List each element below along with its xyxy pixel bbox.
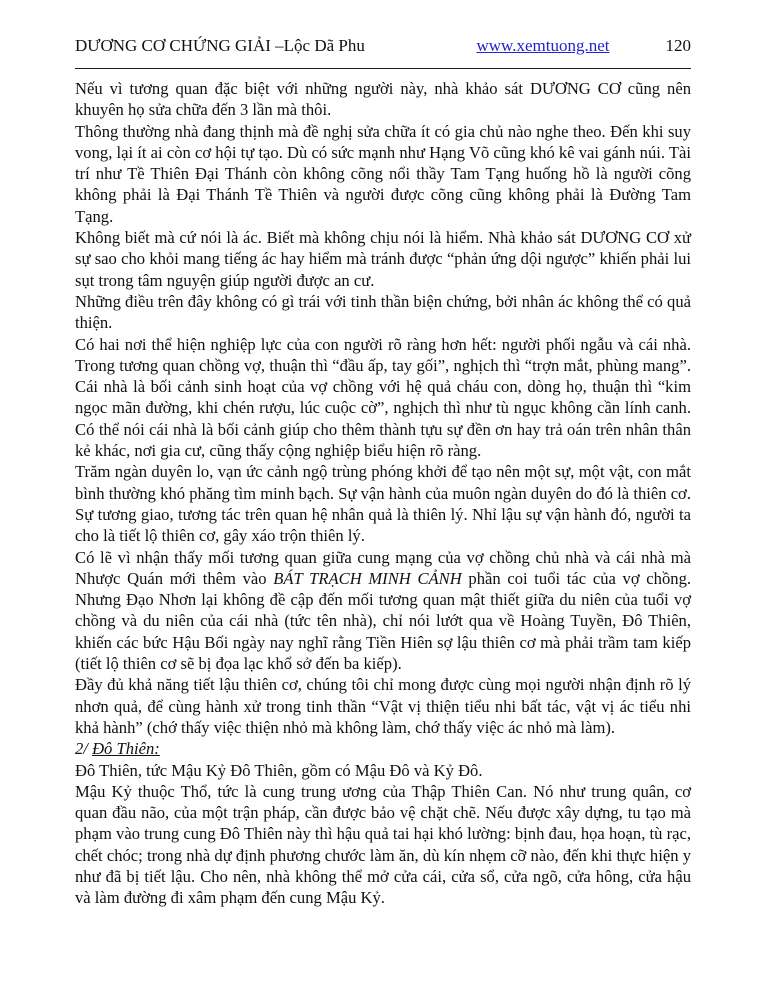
text-segment: Những điều trên đây không có gì trái với tinh thần biện chứng, bởi nhân ác không thể có quả thiện. <box>75 291 691 333</box>
text-segment: phần coi tuổi tác của vợ chồng. Nhưng Đạo Nhơn lại không đề cập đến mối tương quan mật thiết giữa du niên của tuổi vợ chồng và du niên của cái nhà (tức tên nhà), chỉ nói lướt qua về Hoàng Tuyền, Đô Thiên, khiến các bức Hậu Bối ngày nay nghĩ rằng Tiền Hiên sợ lậu thiên cơ mà phải trầm tam kiếp (tiết lộ thiên cơ sẽ bị đọa lạc khổ sở đến ba kiếp). <box>75 568 692 674</box>
text-segment: Nếu vì tương quan đặc biệt với những người này, nhà khảo sát DƯƠNG CƠ cũng nên khuyên họ sửa chữa đến 3 lần mà thôi. <box>75 79 691 120</box>
text-segment: Mậu Kỷ thuộc Thổ, tức là cung trung ương của Thập Thiên Can. Nó như trung quân, cơ quan đầu não, của một trận pháp, cần được bảo vệ chặt chẽ. Nếu được xây dựng, tu tạo mà phạm vào trung cung Đô Thiên này thì hậu quả tai hại khó lường: bịnh đau, họa hoạn, tù rạc, chết chóc; trong nhà dự định phương chước làm ăn, dù kín nhẹm cỡ nào, đến khi thực hiện y như đã bị tiết lậu. Cho nên, nhà không thể mở cửa cái, cửa sổ, cửa ngõ, cửa hông, cửa hậu và làm đường đi xâm phạm đến cung Mậu Kỷ. <box>75 781 691 908</box>
text-segment: BÁT TRẠCH MINH CẢNH <box>273 568 462 588</box>
text-segment: Đô Thiên: <box>92 739 160 759</box>
website-link[interactable]: www.xemtuong.net <box>476 36 610 55</box>
section-heading-do-thien <box>75 738 691 759</box>
paragraph-10 <box>75 781 691 909</box>
book-title: DƯƠNG CƠ CHỨNG GIẢI –Lộc Dã Phu <box>75 36 365 55</box>
paragraph-6 <box>75 461 691 546</box>
paragraph-7 <box>75 547 691 675</box>
paragraph-3 <box>75 227 691 291</box>
document-body <box>75 78 691 909</box>
text-segment: Không biết mà cứ nói là ác. Biết mà không chịu nói là hiểm. Nhà khảo sát DƯƠNG CƠ xử sự sao cho khỏi mang tiếng ác hay hiểm mà tránh được “phản ứng dội ngược” khiến phải lui sụt trong tâm nguyện giúp người được an cư. <box>75 228 691 290</box>
paragraph-4 <box>75 291 691 334</box>
text-segment: Đô Thiên, tức Mậu Kỷ Đô Thiên, gồm có Mậu Đô và Kỷ Đô. <box>75 760 483 780</box>
text-segment: Có lẽ vì nhận thấy mối tương quan giữa cung mạng của vợ chồng chủ nhà và cái nhà mà Nhược Quán mới thêm vào <box>75 547 691 588</box>
paragraph-9 <box>75 760 691 781</box>
text-segment: Trăm ngàn duyên lo, vạn ức cảnh ngộ trùng phóng khởi để tạo nên một sự, một vật, con mắt bình thường khó phăng tìm minh bạch. Sự vận hành của muôn ngàn duyên do đó là thiên cơ. Sự tương giao, tương tác trên quan hệ nhân quả là thiên lý. Nhỉ lậu sự vận hành đó, người ta cho là tiết lộ thiên cơ, gây xáo trộn thiên lý. <box>75 462 691 546</box>
paragraph-1 <box>75 78 691 121</box>
page-header <box>75 36 691 56</box>
page-number: 120 <box>665 36 691 55</box>
paragraph-5 <box>75 334 691 462</box>
text-segment: Thông thường nhà đang thịnh mà đề nghị sửa chữa ít có gia chủ nào nghe theo. Đến khi suy vong, lại ít ai còn cơ hội tự tạo. Dù có sức mạnh như Hạng Võ cũng khó kê vai gánh núi. Tài trí như Tề Thiên Đại Thánh còn không cõng nổi thầy Tam Tạng huống hồ là người cõng không phải là Đại Thánh Tề Thiên và người được cõng cũng không phải là Đường Tam Tạng. <box>75 121 691 226</box>
paragraph-2 <box>75 121 691 227</box>
header-divider <box>75 68 691 69</box>
text-segment: 2/ <box>75 739 93 759</box>
text-segment: Đầy đủ khả năng tiết lậu thiên cơ, chúng tôi chỉ mong được cùng mọi người nhận định rõ lý nhơn quả, để cùng hành xử trong tinh thần “Vật vị thiện tiểu nhi bất tác, vật vị ác tiểu nhi khả hành” (chớ thấy việc thiện nhỏ mà không làm, chớ thấy việc ác nhỏ mà làm). <box>75 675 691 737</box>
paragraph-8 <box>75 674 691 738</box>
text-segment: Có hai nơi thể hiện nghiệp lực của con người rõ ràng hơn hết: người phối ngẫu và cái nhà. Trong tương quan chồng vợ, thuận thì “đầu ấp, tay gối”, nghịch thì “trợn mắt, phùng mang”. Cái nhà là bối cảnh sinh hoạt của vợ chồng với hệ quả cháu con, dòng họ, thuận thì “kim ngọc mãn đường, khi chén rượu, lúc cuộc cờ”, nghịch thì như tù ngục không cần lính canh. Có thể nói cái nhà là bối cảnh giúp cho thêm thành tựu sự đền ơn hay trả oán trên nhân thân kẻ khác, nơi gia cư, cũng thấy cộng nghiệp biểu hiện rõ ràng. <box>75 334 691 461</box>
